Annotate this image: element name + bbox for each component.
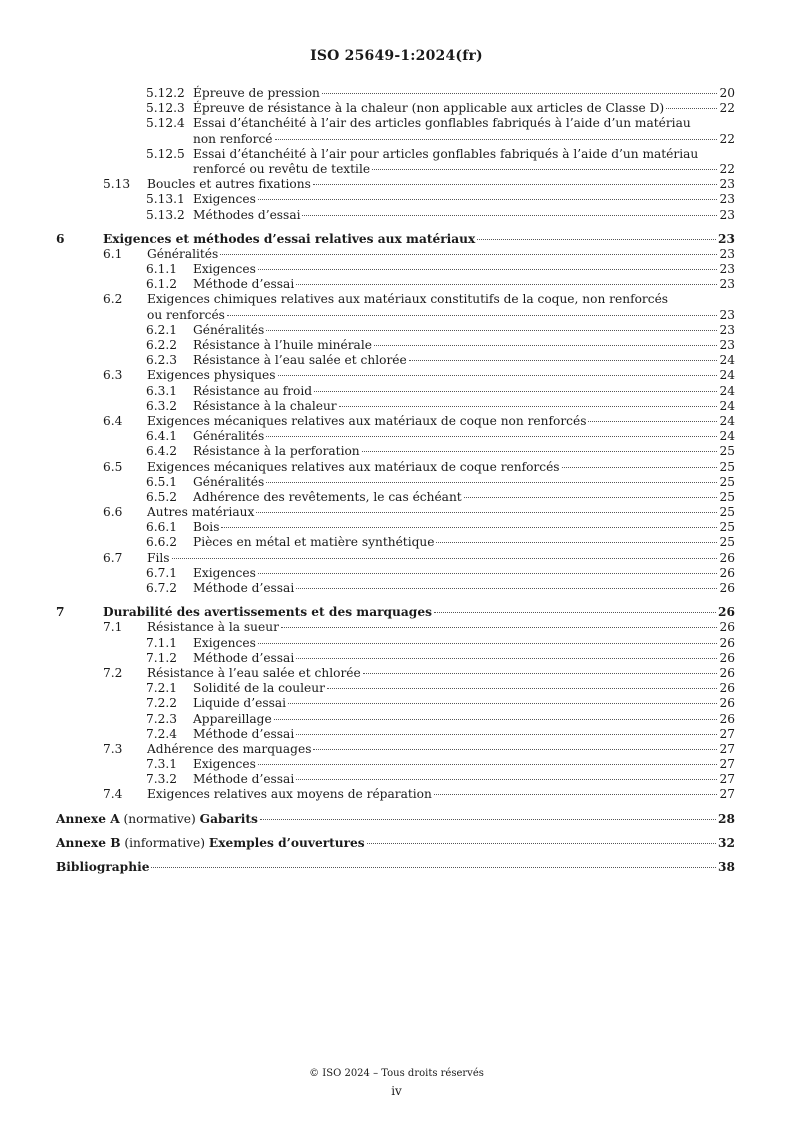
dot-leader <box>327 688 718 689</box>
toc-entry-page: 25 <box>719 505 735 520</box>
toc-entry-number: 6.4.2 <box>146 444 178 459</box>
document-header: ISO 25649-1:2024(fr) <box>310 48 483 64</box>
toc-entry[interactable] <box>0 460 793 475</box>
toc-entry-page: 28 <box>718 811 735 826</box>
toc-entry-number: 7.3.1 <box>146 757 178 772</box>
toc-entry[interactable] <box>0 101 793 116</box>
toc-entry-number: 6.7.1 <box>146 565 178 580</box>
toc-entry-title: Essai d’étanchéité à l’air pour articles gonflables fabriqués à l’aide d’un matériau <box>193 146 699 161</box>
toc-entry-continuation[interactable] <box>0 132 793 147</box>
toc-entry-title: Méthode d’essai <box>193 772 295 787</box>
toc-entry-page: 26 <box>719 550 735 565</box>
dot-leader <box>274 719 718 720</box>
toc-entry-number: 6.1.1 <box>146 262 178 277</box>
toc-entry-number: 5.13.2 <box>146 207 185 222</box>
dot-leader <box>296 588 717 589</box>
toc-entry-number: 6.2.2 <box>146 338 178 352</box>
toc-entry-page: 32 <box>718 835 735 850</box>
toc-entry-number: 6.2.1 <box>146 322 178 337</box>
toc-entry-page: 26 <box>719 665 735 680</box>
toc-entry-title: Généralités <box>147 246 219 261</box>
toc-entry-title: Épreuve de pression <box>193 86 320 100</box>
dot-leader <box>313 184 718 185</box>
dot-leader <box>562 467 718 468</box>
dot-leader <box>296 658 717 659</box>
dot-leader <box>434 794 718 795</box>
dot-leader <box>409 360 718 361</box>
toc-entry[interactable] <box>0 620 793 635</box>
dot-leader <box>477 239 716 240</box>
toc-entry-title: Résistance à l’huile minérale <box>193 338 372 352</box>
toc-entry-title: Épreuve de résistance à la chaleur (non applicable aux articles de Classe D) <box>193 101 665 116</box>
toc-entry-number: 6.3 <box>103 368 123 383</box>
toc-entry-title: Autres matériaux <box>147 505 255 520</box>
toc-entry-number: 5.12.4 <box>146 116 185 131</box>
toc-entry-number: 5.13 <box>103 177 131 192</box>
toc-entry-page: 20 <box>719 86 735 100</box>
toc-entry[interactable] <box>0 338 793 353</box>
toc-entry-title: Adhérence des revêtements, le cas échéant <box>193 489 462 504</box>
dot-leader <box>220 254 717 255</box>
annex-title: Gabarits <box>199 811 258 826</box>
toc-entry-page: 26 <box>719 696 735 711</box>
dot-leader <box>464 497 718 498</box>
toc-entry-title: Bibliographie <box>56 860 150 874</box>
toc-entry-page: 22 <box>719 101 735 116</box>
toc-entry[interactable] <box>0 232 793 247</box>
toc-entry[interactable] <box>0 277 793 292</box>
toc-entry-page: 22 <box>719 131 735 146</box>
toc-entry-page: 24 <box>719 383 735 398</box>
dot-leader <box>367 843 716 844</box>
toc-entry-title: Résistance au froid <box>193 383 313 398</box>
toc-entry-number: 6.4 <box>103 413 123 428</box>
toc-entry-page: 25 <box>719 520 735 535</box>
toc-entry-title <box>56 836 365 851</box>
toc-entry-title: Adhérence des marquages <box>147 741 312 756</box>
dot-leader <box>258 269 718 270</box>
toc-entry-title: Exigences et méthodes d’essai relatives aux matériaux <box>103 231 476 246</box>
toc-entry-number: 6.6.1 <box>146 520 178 535</box>
toc-entry-page: 26 <box>719 620 735 635</box>
toc-entry-page: 25 <box>719 535 735 550</box>
toc-entry-page: 25 <box>719 444 735 459</box>
toc-entry[interactable] <box>0 116 793 131</box>
toc-entry-title: Méthode d’essai <box>193 581 295 595</box>
toc-entry[interactable] <box>0 86 793 101</box>
toc-entry-page: 23 <box>719 262 735 277</box>
toc-entry-page: 38 <box>718 860 735 874</box>
dot-leader <box>275 139 718 140</box>
toc-entry-page: 23 <box>719 192 735 207</box>
toc-entry-page: 24 <box>719 398 735 413</box>
toc-entry-title: Méthodes d’essai <box>193 207 301 222</box>
toc-entry-page: 22 <box>719 161 735 176</box>
toc-entry-title: Pièces en métal et matière synthétique <box>193 535 435 550</box>
toc-entry-page: 26 <box>719 565 735 580</box>
toc-entry-number: 7.2.2 <box>146 696 178 711</box>
toc-entry-page: 26 <box>719 635 735 650</box>
toc-entry-page: 27 <box>719 741 735 756</box>
toc-entry[interactable] <box>0 444 793 459</box>
dot-leader <box>258 573 718 574</box>
dot-leader <box>281 627 718 628</box>
toc-entry-number: 7.4 <box>103 787 123 802</box>
dot-leader <box>266 436 717 437</box>
toc-entry[interactable] <box>0 812 793 827</box>
dot-leader <box>258 199 718 200</box>
toc-entry[interactable] <box>0 177 793 192</box>
toc-entry-number: 6.3.1 <box>146 383 178 398</box>
toc-entry[interactable] <box>0 727 793 742</box>
toc-entry-title: Bois <box>193 520 220 535</box>
toc-entry-page: 25 <box>719 459 735 474</box>
toc-entry[interactable] <box>0 520 793 535</box>
toc-entry[interactable] <box>0 475 793 490</box>
toc-entry-page: 27 <box>719 772 735 787</box>
toc-entry-number: 7.1.2 <box>146 650 178 665</box>
toc-entry[interactable] <box>0 551 793 566</box>
toc-entry-page: 26 <box>719 681 735 696</box>
toc-entry[interactable] <box>0 208 793 223</box>
toc-entry[interactable] <box>0 292 793 307</box>
toc-entry[interactable] <box>0 772 793 787</box>
toc-entry[interactable] <box>0 651 793 666</box>
dot-leader <box>374 345 718 346</box>
toc-entry-title: Résistance à la chaleur <box>193 398 337 413</box>
dot-leader <box>434 612 716 613</box>
toc-entry-number: 6.6.2 <box>146 535 178 550</box>
toc-entry-title: Méthode d’essai <box>193 650 295 665</box>
toc-entry-number: 6.2.3 <box>146 353 178 368</box>
toc-entry[interactable] <box>0 566 793 581</box>
toc-entry-title: Généralités <box>193 429 265 444</box>
toc-entry-title: Durabilité des avertissements et des marquages <box>103 605 432 620</box>
toc-entry-number: 7.2.4 <box>146 726 178 741</box>
toc-entry-page: 26 <box>719 711 735 726</box>
dot-leader <box>288 703 717 704</box>
toc-entry-number: 6.7.2 <box>146 581 178 595</box>
toc-entry[interactable] <box>0 787 793 802</box>
toc-entry[interactable] <box>0 192 793 207</box>
annex-title: Exemples d’ouvertures <box>208 835 365 850</box>
toc-entry-title: Résistance à la sueur <box>147 620 279 635</box>
toc-entry-number: 6.5.1 <box>146 474 178 489</box>
dot-leader <box>256 512 717 513</box>
toc-entry-title: Exigences chimiques relatives aux matériaux constitutifs de la coque, non renforcés <box>147 292 669 307</box>
toc-entry-page: 26 <box>719 650 735 665</box>
toc-entry-number: 7.3 <box>103 741 123 756</box>
toc-entry[interactable] <box>0 636 793 651</box>
toc-entry-page: 24 <box>719 368 735 383</box>
toc-entry-number: 7.1.1 <box>146 635 178 650</box>
toc-entry[interactable] <box>0 368 793 383</box>
annex-label: Annexe A <box>56 811 120 826</box>
dot-leader <box>588 421 717 422</box>
toc-entry[interactable] <box>0 323 793 338</box>
dot-leader <box>266 482 717 483</box>
toc-entry-title: Exigences <box>193 635 256 650</box>
dot-leader <box>339 406 718 407</box>
toc-entry-title: Résistance à l’eau salée et chlorée <box>147 665 361 680</box>
toc-entry-number: 6 <box>56 231 65 246</box>
toc-entry-number: 7.3.2 <box>146 772 178 787</box>
toc-entry-continuation[interactable] <box>0 308 793 323</box>
toc-entry-number: 7.2.1 <box>146 681 178 696</box>
toc-entry-page: 24 <box>719 429 735 444</box>
toc-entry-number: 6.7 <box>103 550 123 565</box>
dot-leader <box>314 391 717 392</box>
toc-entry-title: Méthode d’essai <box>193 277 295 292</box>
toc-entry-page: 23 <box>719 246 735 261</box>
dot-leader <box>302 215 717 216</box>
toc-entry-title: Exigences <box>193 757 256 772</box>
toc-entry[interactable] <box>0 836 793 851</box>
toc-entry[interactable] <box>0 742 793 757</box>
toc-entry-title: Généralités <box>193 322 265 337</box>
toc-entry-title: Liquide d’essai <box>193 696 286 711</box>
dot-leader <box>372 169 717 170</box>
toc-entry[interactable] <box>0 605 793 620</box>
toc-entry-number: 6.3.2 <box>146 398 178 413</box>
toc-entry[interactable] <box>0 490 793 505</box>
toc-entry[interactable] <box>0 681 793 696</box>
toc-entry-page: 25 <box>719 474 735 489</box>
toc-entry-page: 24 <box>719 413 735 428</box>
toc-entry-number: 5.12.2 <box>146 86 185 100</box>
toc-entry-page: 26 <box>718 605 735 620</box>
toc-entry-page: 26 <box>719 581 735 595</box>
toc-entry-title: Solidité de la couleur <box>193 681 325 696</box>
dot-leader <box>362 451 718 452</box>
toc-entry-title: Résistance à l’eau salée et chlorée <box>193 353 407 368</box>
dot-leader <box>266 330 717 331</box>
toc-entry-title: Essai d’étanchéité à l’air des articles gonflables fabriqués à l’aide d’un matériau <box>193 116 691 131</box>
toc-entry-page: 23 <box>719 322 735 337</box>
toc-entry-title-continued: renforcé ou revêtu de textile <box>193 161 371 176</box>
toc-entry-number: 6.1.2 <box>146 277 178 292</box>
toc-entry-title: Exigences mécaniques relatives aux matériaux de coque non renforcés <box>147 413 587 428</box>
toc-entry-title: Fils <box>147 550 170 565</box>
dot-leader <box>258 764 718 765</box>
toc-entry-page: 24 <box>719 353 735 368</box>
toc-entry-number: 6.2 <box>103 292 123 307</box>
toc-entry-title-continued: non renforcé <box>193 131 273 146</box>
toc-entry[interactable] <box>0 712 793 727</box>
toc-entry-title-continued: ou renforcés <box>147 307 225 322</box>
toc-entry[interactable] <box>0 247 793 262</box>
dot-leader <box>258 643 718 644</box>
dot-leader <box>296 284 717 285</box>
toc-entry[interactable] <box>0 696 793 711</box>
toc-entry-title: Généralités <box>193 474 265 489</box>
toc-entry[interactable] <box>0 505 793 520</box>
copyright-notice: © ISO 2024 – Tous droits réservés <box>309 1068 484 1079</box>
dot-leader <box>436 542 717 543</box>
toc-entry-title: Exigences <box>193 565 256 580</box>
toc-entry-title: Exigences <box>193 192 256 207</box>
dot-leader <box>666 108 717 109</box>
toc-entry-number: 7.2 <box>103 665 123 680</box>
toc-entry[interactable] <box>0 860 793 875</box>
annex-kind: (informative) <box>124 835 206 850</box>
dot-leader <box>151 867 716 868</box>
dot-leader <box>172 558 718 559</box>
toc-entry-page: 27 <box>719 787 735 802</box>
toc-entry[interactable] <box>0 581 793 596</box>
toc-entry-continuation[interactable] <box>0 162 793 177</box>
toc-entry-title: Exigences physiques <box>147 368 276 383</box>
toc-entry-page: 23 <box>719 207 735 222</box>
dot-leader <box>322 93 718 94</box>
toc-entry-number: 5.12.3 <box>146 101 185 116</box>
toc-entry[interactable] <box>0 429 793 444</box>
annex-label: Annexe B <box>56 835 121 850</box>
dot-leader <box>363 673 718 674</box>
toc-entry-number: 6.5.2 <box>146 489 178 504</box>
toc-entry-title: Méthode d’essai <box>193 726 295 741</box>
toc-entry[interactable] <box>0 147 793 162</box>
toc-entry-title: Exigences <box>193 262 256 277</box>
toc-entry-number: 7.2.3 <box>146 711 178 726</box>
toc-entry-page: 23 <box>719 338 735 352</box>
annex-kind: (normative) <box>123 811 196 826</box>
toc-entry-title: Exigences mécaniques relatives aux matériaux de coque renforcés <box>147 459 560 474</box>
toc-entry[interactable] <box>0 353 793 368</box>
dot-leader <box>278 375 718 376</box>
toc-entry-title: Exigences relatives aux moyens de réparation <box>147 787 432 802</box>
dot-leader <box>313 749 717 750</box>
dot-leader <box>227 315 718 316</box>
toc-entry-number: 6.1 <box>103 246 123 261</box>
toc-entry-number: 6.6 <box>103 505 123 520</box>
toc-entry-title: Appareillage <box>193 711 272 726</box>
toc-entry[interactable] <box>0 399 793 414</box>
dot-leader <box>296 779 717 780</box>
toc-entry-number: 6.5 <box>103 459 123 474</box>
toc-entry[interactable] <box>0 666 793 681</box>
dot-leader <box>296 734 717 735</box>
toc-entry-page: 23 <box>718 231 735 246</box>
toc-entry[interactable] <box>0 414 793 429</box>
toc-entry-page: 23 <box>719 277 735 292</box>
toc-entry-title: Boucles et autres fixations <box>147 177 311 192</box>
toc-entry-page: 27 <box>719 757 735 772</box>
toc-entry-page: 27 <box>719 726 735 741</box>
dot-leader <box>221 527 717 528</box>
dot-leader <box>260 819 716 820</box>
toc-entry-number: 7.1 <box>103 620 123 635</box>
toc-entry-page: 23 <box>719 177 735 192</box>
toc-entry-number: 5.13.1 <box>146 192 185 207</box>
toc-entry[interactable] <box>0 757 793 772</box>
toc-entry-number: 6.4.1 <box>146 429 178 444</box>
toc-entry-title <box>56 812 258 827</box>
toc-entry-number: 5.12.5 <box>146 146 185 161</box>
toc-entry-page: 25 <box>719 489 735 504</box>
toc-entry-title: Résistance à la perforation <box>193 444 360 459</box>
toc-entry-number: 7 <box>56 605 65 620</box>
table-of-contents <box>0 86 793 875</box>
toc-entry-page: 23 <box>719 307 735 322</box>
toc-entry[interactable] <box>0 262 793 277</box>
toc-entry[interactable] <box>0 535 793 550</box>
toc-entry[interactable] <box>0 384 793 399</box>
page-number: iv <box>391 1084 402 1098</box>
